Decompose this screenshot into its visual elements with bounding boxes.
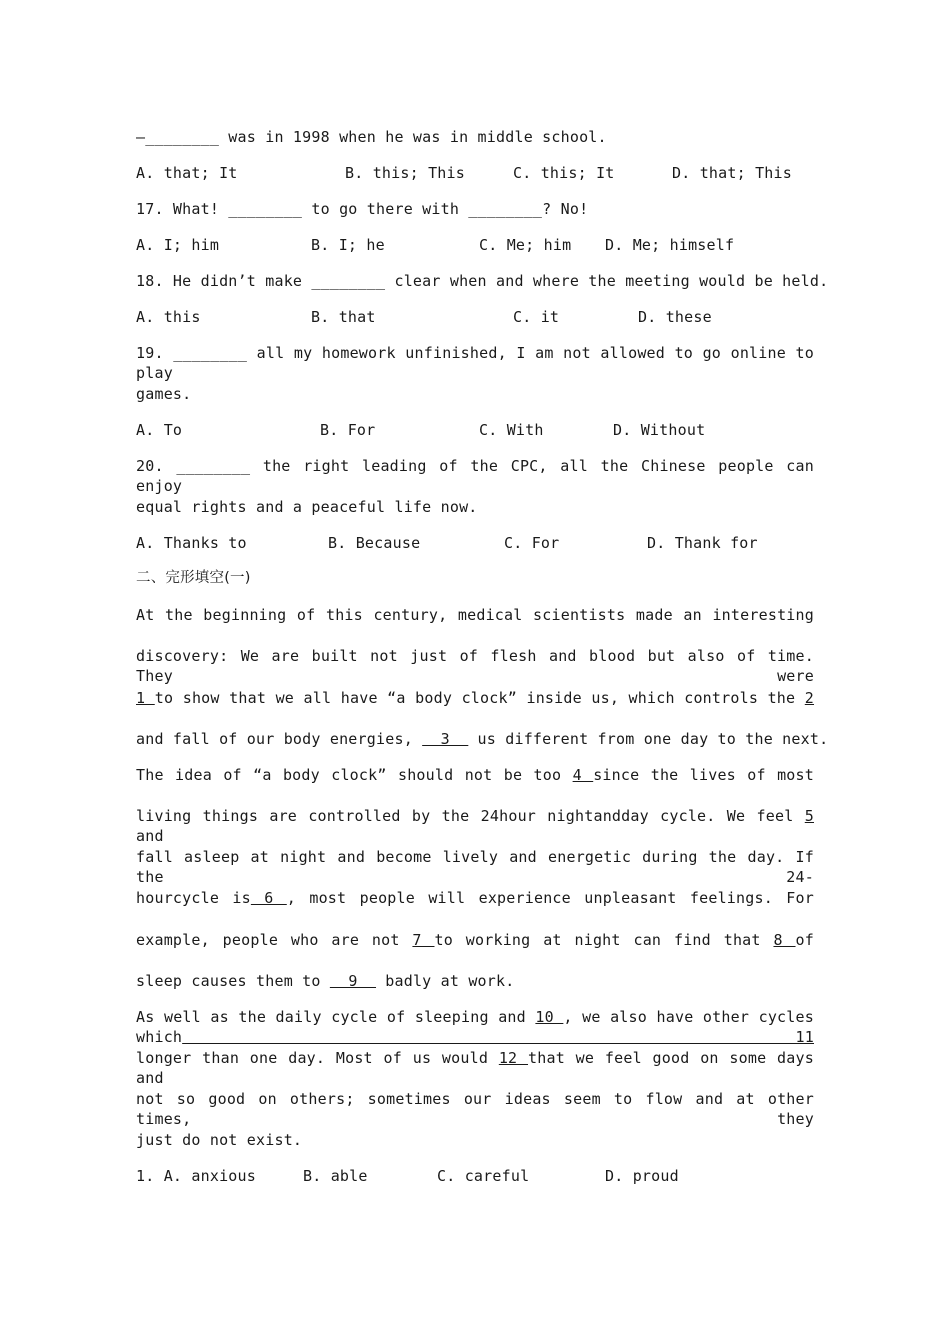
passage-text: As well as the daily cycle of sleeping and [136, 1008, 536, 1026]
section-heading: 二、完形填空(一) [136, 570, 251, 586]
question-19-options [136, 420, 816, 440]
blank-3: 3 [422, 730, 469, 748]
option-a: A. To [136, 421, 183, 439]
passage-line [136, 888, 814, 908]
blank-4: 4 [572, 766, 594, 784]
option-a: A. that; It [136, 164, 238, 182]
blank-1: 1 [136, 689, 155, 707]
blank-11: 11 [182, 1028, 814, 1046]
passage-line [136, 806, 814, 846]
passage-text: example, people who are not [136, 931, 413, 949]
question-20-stem-line-1: 20. ________ the right leading of the CPC, all the Chinese people can enjoy [136, 457, 814, 495]
question-18-stem: 18. He didn’t make ________ clear when and where the meeting would be held. [136, 272, 829, 290]
question-16-stem: —________ was in 1998 when he was in middle school. [136, 128, 607, 146]
option-b: B. I; he [311, 236, 385, 254]
passage-text: to show that we all have “a body clock” inside us, which controls the [154, 689, 805, 707]
passage-line [136, 971, 514, 991]
option-b: B. that [311, 308, 376, 326]
passage-line [136, 729, 828, 749]
question-19-stem-line-1: 19. ________ all my homework unfinished, I am not allowed to go online to play [136, 344, 814, 382]
passage-line: just do not exist. [136, 1131, 303, 1149]
passage-text: that we feel good on some days and [136, 1049, 814, 1087]
option-b: B. this; This [345, 164, 465, 182]
option-c: C. it [513, 308, 560, 326]
option-c: C. careful [437, 1167, 530, 1185]
passage-text: to working at night can find that [434, 931, 774, 949]
passage-line [136, 930, 814, 950]
passage-line: not so good on others; sometimes our ideas seem to flow and at other times, they [136, 1090, 814, 1128]
passage-text: The idea of “a body clock” should not be too [136, 766, 573, 784]
passage-line [136, 1007, 814, 1047]
passage-text: hourcycle is [136, 889, 251, 907]
blank-12: 12 [498, 1049, 529, 1067]
option-d: D. these [638, 308, 712, 326]
cloze-question-1-options [136, 1166, 816, 1186]
passage-line [136, 688, 814, 708]
question-16-options [136, 163, 816, 183]
option-d: D. proud [605, 1167, 679, 1185]
option-d: D. that; This [672, 164, 792, 182]
blank-5: 5 [804, 807, 814, 825]
passage-text: living things are controlled by the 24hour nightandday cycle. We feel [136, 807, 805, 825]
blank-9: 9 [329, 972, 377, 990]
passage-text: badly at work. [376, 972, 515, 990]
passage-text: , we also have other cycles which [136, 1008, 814, 1046]
passage-line [136, 1048, 814, 1088]
question-17-options [136, 235, 816, 255]
option-b: B. able [303, 1167, 368, 1185]
option-a: 1. A. anxious [136, 1167, 256, 1185]
passage-text: and [136, 827, 164, 845]
passage-text: of [795, 931, 814, 949]
passage-line: discovery: We are built not just of flesh and blood but also of time. They were [136, 647, 814, 685]
passage-line [136, 765, 814, 785]
passage-text: since the lives of most [593, 766, 814, 784]
option-c: C. this; It [513, 164, 615, 182]
option-d: D. Me; himself [605, 236, 735, 254]
question-18-options [136, 307, 816, 327]
option-a: A. I; him [136, 236, 220, 254]
passage-line: fall asleep at night and become lively and energetic during the day. If the 24- [136, 848, 814, 886]
passage-text: and fall of our body energies, [136, 730, 423, 748]
option-d: D. Thank for [647, 534, 758, 552]
passage-text: us different from one day to the next. [468, 730, 829, 748]
question-19-stem-line-2: games. [136, 385, 192, 403]
blank-2: 2 [804, 689, 815, 707]
option-c: C. With [479, 421, 544, 439]
blank-6: 6 [250, 889, 287, 907]
passage-text: , most people will experience unpleasant feelings. For [286, 889, 814, 907]
blank-8: 8 [773, 931, 796, 949]
question-17-stem: 17. What! ________ to go there with ________? No! [136, 200, 589, 218]
blank-7: 7 [412, 931, 435, 949]
option-b: B. For [320, 421, 376, 439]
option-c: C. For [504, 534, 560, 552]
option-b: B. Because [328, 534, 421, 552]
option-d: D. Without [613, 421, 706, 439]
option-a: A. Thanks to [136, 534, 247, 552]
option-c: C. Me; him [479, 236, 572, 254]
passage-text: longer than one day. Most of us would [136, 1049, 499, 1067]
question-20-stem-line-2: equal rights and a peaceful life now. [136, 498, 478, 516]
blank-10: 10 [535, 1008, 564, 1026]
passage-text: sleep causes them to [136, 972, 330, 990]
option-a: A. this [136, 308, 201, 326]
question-20-options [136, 533, 816, 553]
passage-line: At the beginning of this century, medical scientists made an interesting [136, 606, 814, 624]
